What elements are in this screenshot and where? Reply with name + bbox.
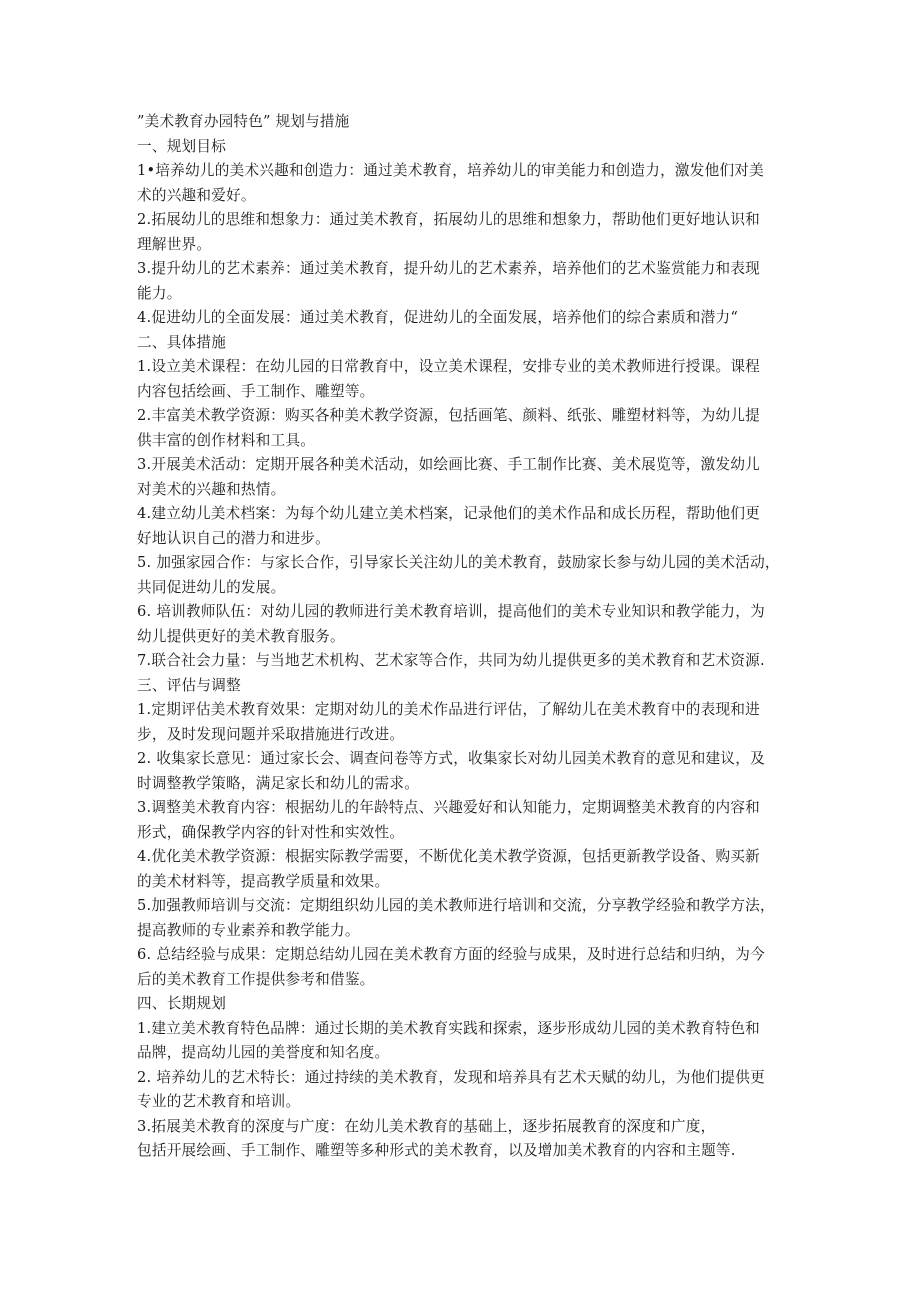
- paragraph-line: 1•培养幼儿的美术兴趣和创造力：通过美术教育，培养幼儿的审美能力和创造力，激发他们对美: [137, 162, 764, 179]
- paragraph-line: 2. 收集家长意见：通过家长会、调查问卷等方式，收集家长对幼儿园美术教育的意见和建议，及: [137, 750, 765, 767]
- document-body: [137, 135, 793, 1164]
- paragraph-line: 步，及时发现问题并采取措施进行改进。: [137, 725, 405, 743]
- paragraph-line: 的美术材料等，提高教学质量和效果。: [137, 872, 390, 890]
- paragraph-line: 3.提升幼儿的艺术素养：通过美术教育，提升幼儿的艺术素养，培养他们的艺术鉴赏能力和表现: [137, 260, 761, 277]
- paragraph-line: 6. 培训教师队伍：对幼儿园的教师进行美术教育培训，提高他们的美术专业知识和教学能力，为: [137, 603, 765, 620]
- document-page: [137, 110, 793, 1164]
- paragraph-line: 1.定期评估美术教育效果：定期对幼儿的美术作品进行评估，了解幼儿在美术教育中的表现和进: [137, 701, 761, 718]
- paragraph-line: 3.拓展美术教育的深度与广度：在幼儿美术教育的基础上，逐步拓展教育的深度和广度，: [137, 1117, 716, 1135]
- paragraph-line: 供丰富的创作材料和工具。: [137, 431, 316, 449]
- paragraph-line: 1.建立美术教育特色品牌：通过长期的美术教育实践和探索，逐步形成幼儿园的美术教育特色和: [137, 1019, 761, 1037]
- paragraph-line: 提高教师的专业素养和教学能力。: [137, 921, 360, 939]
- paragraph-line: 好地认识自己的潜力和进步。: [137, 529, 330, 547]
- paragraph-line: 幼儿提供更好的美术教育服务。: [137, 627, 345, 645]
- paragraph-line: 品牌，提高幼儿园的美誉度和知名度。: [137, 1044, 390, 1061]
- paragraph-line: 3.调整美术教育内容：根据幼儿的年龄特点、兴趣爱好和认知能力，定期调整美术教育的内容和: [137, 799, 761, 816]
- section-heading: 四、长期规划: [137, 995, 227, 1012]
- paragraph-line: 4.促进幼儿的全面发展：通过美术教育，促进幼儿的全面发展，培养他们的综合素质和潜力“: [137, 309, 739, 326]
- paragraph-line: 能力。: [137, 284, 182, 302]
- paragraph-line: 5.加强教师培训与交流：定期组织幼儿园的美术教师进行培训和交流，分享教学经验和教学方法，: [137, 897, 775, 914]
- paragraph-line: 内容包括绘画、手工制作、雕塑等。: [137, 382, 375, 400]
- paragraph-line: 术的兴趣和爱好。: [137, 186, 256, 204]
- section-heading: 二、具体措施: [137, 333, 227, 351]
- paragraph-line: 1.设立美术课程：在幼儿园的日常教育中，设立美术课程，安排专业的美术教师进行授课。课程: [137, 358, 761, 375]
- section-heading: 三、评估与调整: [137, 676, 241, 694]
- paragraph-line: 5. 加强家园合作：与家长合作，引导家长关注幼儿的美术教育，鼓励家长参与幼儿园的美术活动，: [137, 554, 780, 571]
- paragraph-line: 3.开展美术活动：定期开展各种美术活动，如绘画比赛、手工制作比赛、美术展览等，激发幼儿: [137, 456, 761, 473]
- paragraph-line: 7.联合社会力量：与当地艺术机构、艺术家等合作，共同为幼儿提供更多的美术教育和艺术资源.: [137, 652, 765, 669]
- paragraph-line: 理解世界。: [137, 235, 212, 253]
- paragraph-line: 4.建立幼儿美术档案：为每个幼儿建立美术档案，记录他们的美术作品和成长历程，帮助他们更: [137, 505, 761, 522]
- paragraph-line: 6. 总结经验与成果：定期总结幼儿园在美术教育方面的经验与成果，及时进行总结和归纳，为今: [137, 946, 765, 963]
- paragraph-line: 专业的艺术教育和培训。: [137, 1093, 301, 1110]
- paragraph-line: 4.优化美术教学资源：根据实际教学需要，不断优化美术教学资源，包括更新教学设备、购买新: [137, 848, 761, 865]
- section-heading: 一、规划目标: [137, 137, 227, 155]
- paragraph-line: 时调整教学策略，满足家长和幼儿的需求。: [137, 774, 420, 792]
- paragraph-line: 共同促进幼儿的发展。: [137, 578, 286, 596]
- paragraph-line: 形式，确保教学内容的针对性和实效性。: [137, 823, 405, 841]
- paragraph-line: 对美术的兴趣和热情。: [137, 480, 286, 498]
- paragraph-line: 2.丰富美术教学资源：购买各种美术教学资源，包括画笔、颜料、纸张、雕塑材料等，为幼儿提: [137, 407, 761, 424]
- paragraph-line: 包括开展绘画、手工制作、雕塑等多种形式的美术教育，以及增加美术教育的内容和主题等.: [137, 1142, 736, 1159]
- paragraph-line: 后的美术教育工作提供参考和借鉴。: [137, 970, 375, 988]
- paragraph-line: 2. 培养幼儿的艺术特长：通过持续的美术教育，发现和培养具有艺术天赋的幼儿，为他们提供更: [137, 1068, 765, 1086]
- paragraph-line: 2.拓展幼儿的思维和想象力：通过美术教育，拓展幼儿的思维和想象力，帮助他们更好地认识和: [137, 211, 761, 228]
- document-title: ”美术教育办园特色” 规划与措施: [137, 113, 350, 130]
